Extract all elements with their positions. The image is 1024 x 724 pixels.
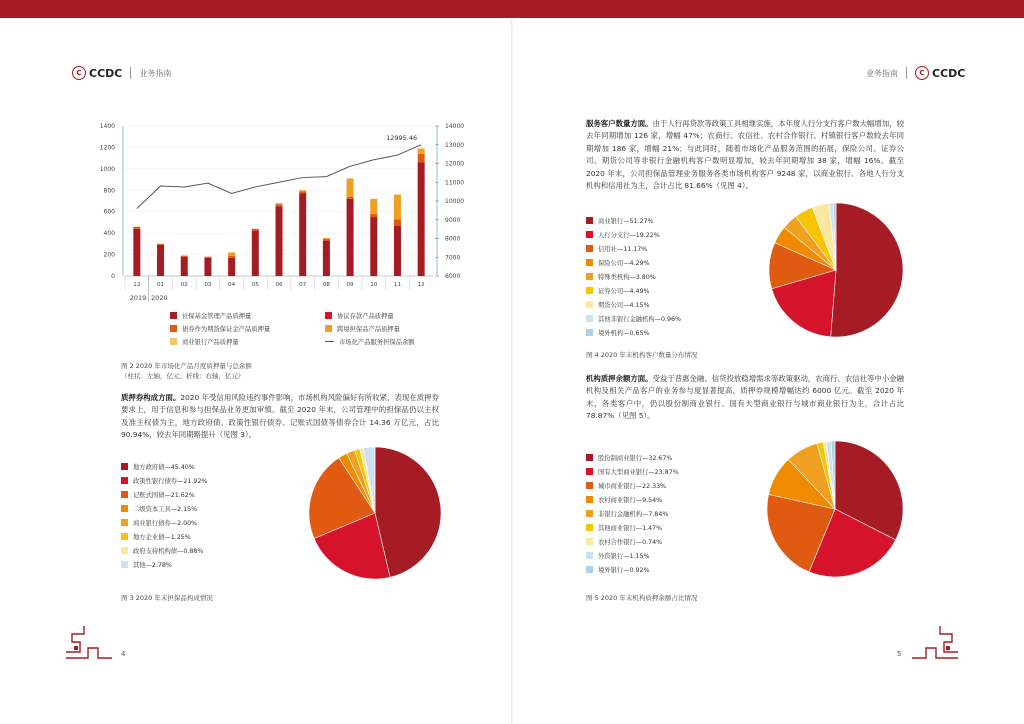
pie-legend-item bbox=[586, 548, 679, 562]
figure2-caption-line1: 图 2 2020 年市场化产品月度质押量与总余额 bbox=[121, 362, 252, 370]
legend-label: 境外银行—0.92% bbox=[598, 566, 650, 574]
legend-swatch bbox=[325, 325, 332, 332]
combo-chart bbox=[95, 118, 485, 308]
legend-swatch bbox=[586, 287, 593, 294]
pie-legend-item bbox=[586, 227, 681, 241]
bar-segment bbox=[204, 258, 211, 276]
x-tick-label: 07 bbox=[299, 282, 307, 288]
legend-label: 人行分支行—19.22% bbox=[598, 231, 660, 239]
bar-segment bbox=[252, 229, 259, 231]
x-tick-label: 10 bbox=[370, 282, 378, 288]
right-tick-label: 12000 bbox=[445, 160, 465, 168]
pie-legend-item bbox=[121, 473, 207, 487]
left-tick-label: 1200 bbox=[99, 144, 115, 152]
left-header bbox=[72, 64, 171, 82]
bar-segment bbox=[347, 197, 354, 199]
legend-swatch bbox=[586, 217, 593, 224]
pie5-chart bbox=[766, 440, 904, 578]
x-tick-label: 12 bbox=[133, 282, 141, 288]
legend-swatch bbox=[121, 477, 128, 484]
bar-segment bbox=[323, 239, 330, 241]
bar-segment bbox=[133, 227, 140, 229]
bar-segment bbox=[299, 190, 306, 191]
legend-swatch bbox=[121, 547, 128, 554]
pie-legend-item bbox=[586, 520, 679, 534]
legend-swatch bbox=[121, 519, 128, 526]
legend-swatch bbox=[325, 312, 332, 319]
chart-legend-item bbox=[170, 311, 315, 320]
legend-swatch bbox=[121, 491, 128, 498]
pie-legend-item bbox=[121, 515, 207, 529]
right-tick-label: 11000 bbox=[445, 179, 465, 187]
pie-legend-item bbox=[586, 562, 679, 576]
legend-swatch bbox=[586, 538, 593, 545]
pie5-legend bbox=[586, 450, 679, 576]
bar-segment bbox=[299, 191, 306, 193]
legend-swatch bbox=[170, 325, 177, 332]
legend-swatch bbox=[121, 561, 128, 568]
right-header bbox=[866, 64, 965, 82]
legend-swatch bbox=[586, 329, 593, 336]
legend-swatch bbox=[170, 338, 177, 345]
right-paragraph-1-text: 由于人行再贷款等政策工具相继实施，本年度人行分支行客户数大幅增加，较去年同期增加 126 家，增幅 47%；农商行、农信社、农村合作银行、村镇银行客户数较去年同期增加 186 家，增幅 21%；与此同时，随着市场化产品服务范围的拓展，保险公司、证券公司、期货公司等非银行金融机构客户数明显增加，较去年同期增加 38 家，增幅 16%。截至 2020 年末，公司担保品管理业务服务各类市场机构客户 9248 家，以商业银行、各地人行分支机构和信用社为主，合计占比 81.66%（见图 4）。 bbox=[586, 119, 904, 191]
legend-label: 记账式国债—21.62% bbox=[133, 491, 195, 499]
bar-segment bbox=[394, 226, 401, 276]
figure2-caption-line2: （柱状：左轴，亿元；折线：右轴，亿元） bbox=[121, 372, 245, 380]
left-paragraph-title: 质押券构成方面。 bbox=[121, 393, 181, 402]
bar-segment bbox=[394, 195, 401, 220]
x-tick-label: 06 bbox=[275, 282, 283, 288]
legend-label: 商业银行产品质押量 bbox=[182, 339, 239, 346]
chart-legend-item bbox=[170, 337, 315, 346]
left-tick-label: 200 bbox=[103, 251, 115, 259]
legend-swatch bbox=[325, 341, 334, 342]
legend-label: 特殊类机构—3.80% bbox=[598, 273, 656, 281]
right-tick-label: 6000 bbox=[445, 273, 461, 280]
top-band bbox=[0, 0, 1024, 18]
x-tick-label: 05 bbox=[251, 282, 259, 288]
left-ornament-icon bbox=[64, 622, 114, 662]
bar-segment bbox=[228, 256, 235, 258]
legend-label: 债券作为期货保证金产品质押量 bbox=[182, 326, 271, 333]
pie-legend-item bbox=[586, 297, 681, 311]
bar-segment bbox=[228, 258, 235, 276]
bar-segment bbox=[276, 206, 283, 276]
bar-segment bbox=[157, 244, 164, 245]
legend-label: 政策性银行债券—21.92% bbox=[133, 477, 208, 485]
legend-label: 农村合作银行—0.74% bbox=[598, 538, 663, 546]
legend-swatch bbox=[586, 454, 593, 461]
figure4-caption: 图 4 2020 年末机构客户数量分布情况 bbox=[586, 351, 698, 359]
legend-label: 外资银行—1.15% bbox=[598, 552, 650, 560]
pie-legend-item bbox=[586, 325, 681, 339]
pie-legend-item bbox=[586, 450, 679, 464]
pie-legend-item bbox=[586, 255, 681, 269]
bar-segment bbox=[418, 162, 425, 276]
bar-segment bbox=[370, 217, 377, 276]
legend-label: 城市商业银行—22.33% bbox=[598, 482, 667, 490]
pie-legend-item bbox=[586, 492, 679, 506]
chart-legend-item bbox=[170, 324, 315, 333]
x-tick-label: 01 bbox=[156, 282, 165, 288]
x-tick-label: 04 bbox=[228, 282, 236, 288]
pie-legend-item bbox=[586, 241, 681, 255]
header-divider bbox=[130, 67, 131, 79]
legend-swatch bbox=[121, 505, 128, 512]
right-ornament-icon bbox=[910, 622, 960, 662]
pie-legend-item bbox=[586, 506, 679, 520]
legend-swatch bbox=[586, 245, 593, 252]
legend-swatch bbox=[586, 496, 593, 503]
legend-swatch bbox=[586, 524, 593, 531]
bar-segment bbox=[418, 154, 425, 163]
legend-label: 其他非银行金融机构—0.96% bbox=[598, 315, 681, 323]
pie-legend-item bbox=[586, 478, 679, 492]
legend-swatch bbox=[586, 482, 593, 489]
legend-label: 保险公司—4.29% bbox=[598, 259, 650, 267]
legend-label: 协议存款产品质押量 bbox=[337, 313, 394, 320]
bar-segment bbox=[418, 149, 425, 154]
pie-legend-item bbox=[121, 529, 207, 543]
left-tick-label: 0 bbox=[111, 273, 115, 280]
figure3-caption: 图 3 2020 年末担保品构成情况 bbox=[121, 594, 213, 602]
page-fold bbox=[511, 18, 513, 724]
legend-swatch bbox=[586, 566, 593, 573]
bar-segment bbox=[323, 241, 330, 276]
header-section: 业务指南 bbox=[866, 68, 898, 78]
right-paragraph-2 bbox=[586, 373, 904, 423]
pie3-legend bbox=[121, 459, 207, 571]
legend-label: 期货公司—4.15% bbox=[598, 301, 650, 309]
right-paragraph-2-title: 机构质押余额方面。 bbox=[586, 374, 653, 383]
logo-text: CCDC bbox=[932, 66, 966, 80]
pie3-chart bbox=[308, 446, 442, 580]
right-paragraph-2-text: 受益于普惠金融、信贷投放稳增需求等政策驱动，农商行、农信社等中小金融机构及相关产品客户的业务参与度显著提高，质押券规模增幅达约 6000 亿元。截至 2020 年末，各类客户中，仍以股份制商业银行、国有大型商业银行与城市商业银行为主，合计占比 78.87%（见图 5）。 bbox=[586, 374, 904, 421]
x-tick-label: 11 bbox=[393, 282, 402, 288]
pie-legend-item bbox=[121, 459, 207, 473]
right-paragraph-1-title: 服务客户数量方面。 bbox=[586, 119, 653, 128]
page-number-left: 4 bbox=[121, 650, 126, 658]
pie-legend-item bbox=[121, 543, 207, 557]
left-tick-label: 400 bbox=[103, 230, 115, 238]
bar-segment bbox=[276, 204, 283, 206]
bar-segment bbox=[347, 179, 354, 197]
chart-legend-item bbox=[325, 324, 470, 333]
year-label: 2019 bbox=[129, 294, 147, 302]
legend-swatch bbox=[121, 533, 128, 540]
pie-legend-item bbox=[586, 283, 681, 297]
x-tick-label: 02 bbox=[180, 282, 188, 288]
pie-legend-item bbox=[586, 213, 681, 227]
bar-segment bbox=[347, 199, 354, 276]
legend-label: 境外机构—0.65% bbox=[598, 329, 650, 337]
logo bbox=[915, 66, 965, 80]
right-tick-label: 7000 bbox=[445, 254, 461, 262]
pie4-legend bbox=[586, 213, 681, 339]
legend-label: 商业银行债券—2.00% bbox=[133, 519, 198, 527]
bar-segment bbox=[370, 199, 377, 214]
legend-swatch bbox=[586, 259, 593, 266]
year-label: 2020 bbox=[151, 294, 168, 302]
bar-segment bbox=[157, 245, 164, 276]
pie-legend-item bbox=[586, 534, 679, 548]
legend-label: 跨境担保品产品质押量 bbox=[337, 326, 400, 333]
pie-legend-item bbox=[586, 311, 681, 325]
legend-label: 其他商业银行—1.47% bbox=[598, 524, 663, 532]
logo-text: CCDC bbox=[89, 66, 123, 80]
legend-label: 地方政府债—45.40% bbox=[133, 463, 195, 471]
bar-segment bbox=[252, 231, 259, 276]
x-tick-label: 08 bbox=[322, 282, 330, 288]
right-tick-label: 8000 bbox=[445, 235, 461, 243]
legend-label: 地方企业债—1.25% bbox=[133, 533, 191, 541]
legend-swatch bbox=[586, 552, 593, 559]
bar-segment bbox=[394, 219, 401, 225]
logo-icon: C bbox=[915, 66, 929, 80]
legend-label: 市场化产品服务担保品余额 bbox=[339, 339, 415, 346]
right-tick-label: 10000 bbox=[445, 198, 465, 205]
header-divider bbox=[906, 67, 907, 79]
pie-legend-item bbox=[121, 487, 207, 501]
chart-legend bbox=[170, 311, 470, 346]
figure5-caption: 图 5 2020 年末机构质押余额占比情况 bbox=[586, 594, 698, 602]
logo bbox=[72, 66, 122, 80]
bar-segment bbox=[181, 257, 188, 276]
bar-segment bbox=[204, 257, 211, 258]
x-tick-label: 12 bbox=[417, 282, 425, 288]
left-tick-label: 600 bbox=[103, 208, 115, 216]
page-number-right: 5 bbox=[897, 650, 902, 658]
right-tick-label: 13000 bbox=[445, 141, 465, 149]
x-tick-label: 03 bbox=[204, 282, 212, 288]
pie-legend-item bbox=[121, 501, 207, 515]
left-tick-label: 1000 bbox=[99, 165, 115, 173]
pie-legend-item bbox=[586, 464, 679, 478]
legend-label: 信用社—11.17% bbox=[598, 245, 648, 253]
x-tick-label: 09 bbox=[346, 282, 354, 288]
left-paragraph-text: 2020 年受信用风险违约事件影响，市场机构风险偏好有所收紧，表现在质押券要求上，用于信息和参与担保品业务更加审慎。截至 2020 年末，公司管理中的担保品仍以主权及准主权债为主，地方政府债、政策性银行债券、记账式国债等债券合计 14.36 万亿元，占比 90.94%，较去年同期略提升（见图 3）。 bbox=[121, 393, 439, 440]
legend-swatch bbox=[586, 231, 593, 238]
right-tick-label: 9000 bbox=[445, 216, 461, 224]
legend-label: 政府支持机构债—0.88% bbox=[133, 547, 204, 555]
pie-legend-item bbox=[586, 269, 681, 283]
header-section: 业务指南 bbox=[139, 68, 172, 78]
legend-label: 证券公司—4.49% bbox=[598, 287, 650, 295]
legend-label: 农村商业银行—9.54% bbox=[598, 496, 663, 504]
legend-swatch bbox=[121, 463, 128, 470]
pie-legend-item bbox=[121, 557, 207, 571]
right-paragraph-1 bbox=[586, 118, 904, 192]
figure2-caption bbox=[121, 361, 252, 381]
line-annotation: 12995.46 bbox=[386, 133, 418, 142]
legend-label: 非银行金融机构—7.84% bbox=[598, 510, 669, 518]
legend-label: 二级资本工具—2.15% bbox=[133, 505, 198, 513]
bar-segment bbox=[370, 214, 377, 217]
bar-segment bbox=[133, 229, 140, 276]
bar-segment bbox=[276, 203, 283, 204]
left-tick-label: 800 bbox=[103, 187, 115, 195]
legend-swatch bbox=[586, 301, 593, 308]
chart-legend-item bbox=[325, 311, 470, 320]
bar-segment bbox=[228, 252, 235, 255]
chart-legend-item bbox=[325, 337, 470, 346]
right-tick-label: 14000 bbox=[445, 123, 465, 130]
logo-icon: C bbox=[72, 66, 86, 80]
legend-label: 股份制商业银行—32.67% bbox=[598, 454, 673, 462]
legend-label: 商业银行—51.27% bbox=[598, 217, 654, 225]
legend-swatch bbox=[586, 315, 593, 322]
legend-label: 其他—2.78% bbox=[133, 561, 172, 569]
bar-segment bbox=[323, 238, 330, 239]
left-paragraph bbox=[121, 392, 439, 442]
legend-swatch bbox=[586, 273, 593, 280]
legend-swatch bbox=[170, 312, 177, 319]
bar-segment bbox=[181, 256, 188, 257]
left-tick-label: 1400 bbox=[99, 123, 115, 130]
legend-swatch bbox=[586, 510, 593, 517]
pie4-chart bbox=[768, 202, 904, 338]
bar-segment bbox=[299, 194, 306, 277]
legend-label: 国有大型商业银行—23.87% bbox=[598, 468, 679, 476]
legend-label: 社保基金管理产品质押量 bbox=[182, 313, 252, 320]
pie-slice bbox=[831, 203, 903, 337]
balance-line bbox=[137, 145, 421, 209]
legend-swatch bbox=[586, 468, 593, 475]
